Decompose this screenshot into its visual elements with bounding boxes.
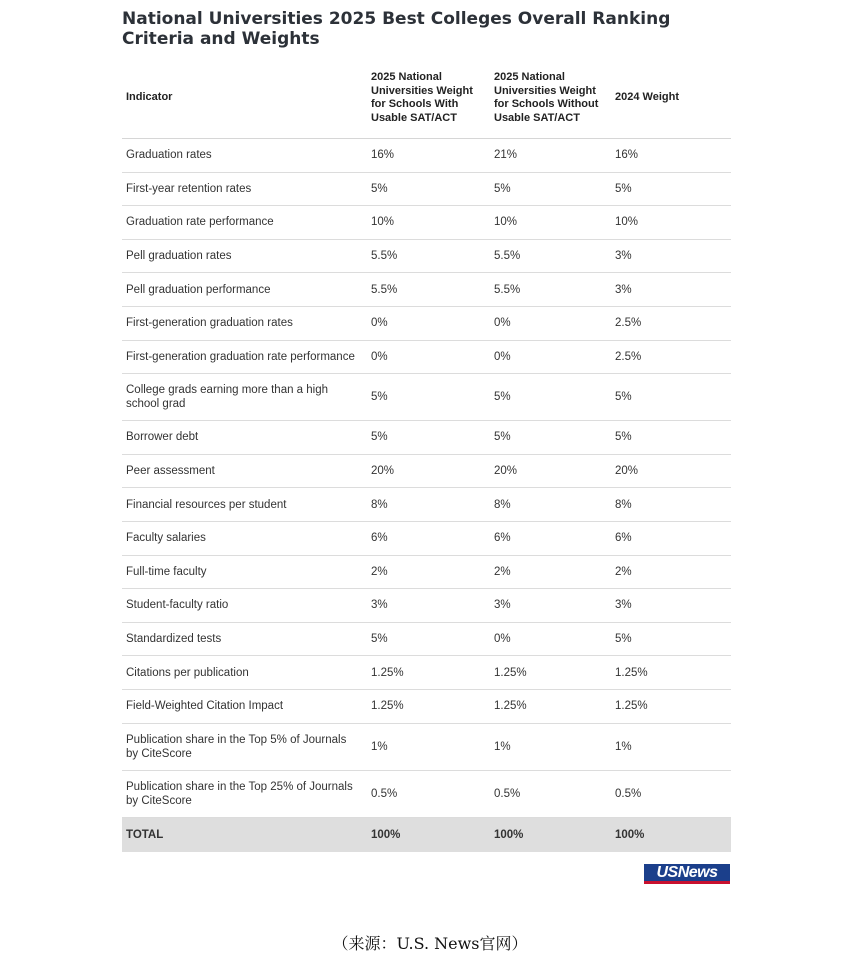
table-row	[122, 172, 731, 206]
cell-2025-with-sat: 5%	[367, 374, 490, 421]
cell-2025-without-sat: 20%	[490, 454, 611, 488]
cell-2025-without-sat: 3%	[490, 589, 611, 623]
cell-indicator: College grads earning more than a high school grad	[122, 374, 367, 421]
cell-2025-without-sat: 6%	[490, 521, 611, 555]
cell-2025-without-sat: 5%	[490, 421, 611, 455]
cell-2025-without-sat: 8%	[490, 488, 611, 522]
table-row	[122, 723, 731, 770]
table-row	[122, 139, 731, 173]
cell-indicator: Standardized tests	[122, 622, 367, 656]
cell-2025-without-sat: 1.25%	[490, 689, 611, 723]
table-row	[122, 689, 731, 723]
table-row	[122, 622, 731, 656]
cell-2024-weight: 3%	[611, 273, 731, 307]
cell-2024-weight: 10%	[611, 206, 731, 240]
cell-indicator: First-generation graduation rate performance	[122, 340, 367, 374]
cell-indicator: Pell graduation rates	[122, 239, 367, 273]
ranking-criteria-table	[122, 58, 731, 852]
cell-2024-weight: 5%	[611, 172, 731, 206]
cell-2025-without-sat: 1%	[490, 723, 611, 770]
cell-2025-with-sat: 6%	[367, 521, 490, 555]
cell-2024-weight: 1%	[611, 723, 731, 770]
cell-2024-weight: 6%	[611, 521, 731, 555]
cell-2025-with-sat: 5%	[367, 421, 490, 455]
cell-2025-without-sat: 0%	[490, 306, 611, 340]
cell-indicator: Graduation rates	[122, 139, 367, 173]
cell-2024-weight: 20%	[611, 454, 731, 488]
cell-indicator: Student-faculty ratio	[122, 589, 367, 623]
table-total-row	[122, 817, 731, 852]
table-row	[122, 421, 731, 455]
cell-2025-with-sat: 2%	[367, 555, 490, 589]
cell-2025-with-sat: 5.5%	[367, 273, 490, 307]
header-indicator: Indicator	[122, 58, 367, 139]
cell-2025-without-sat: 5.5%	[490, 239, 611, 273]
table-row	[122, 273, 731, 307]
cell-indicator: First-year retention rates	[122, 172, 367, 206]
cell-2025-without-sat: 5%	[490, 172, 611, 206]
cell-2025-with-sat: 5.5%	[367, 239, 490, 273]
cell-2025-with-sat: 3%	[367, 589, 490, 623]
total-value: 100%	[611, 817, 731, 852]
cell-2025-without-sat: 5%	[490, 374, 611, 421]
cell-2024-weight: 5%	[611, 421, 731, 455]
cell-2024-weight: 8%	[611, 488, 731, 522]
cell-2025-with-sat: 5%	[367, 172, 490, 206]
header-2025-without-sat: 2025 National Universities Weight for Schools Without Usable SAT/ACT	[490, 58, 611, 139]
total-value: 100%	[490, 817, 611, 852]
cell-2024-weight: 5%	[611, 622, 731, 656]
cell-2025-with-sat: 0%	[367, 340, 490, 374]
cell-indicator: Faculty salaries	[122, 521, 367, 555]
cell-2025-without-sat: 0%	[490, 622, 611, 656]
cell-2024-weight: 2%	[611, 555, 731, 589]
table-row	[122, 589, 731, 623]
cell-2025-with-sat: 1%	[367, 723, 490, 770]
total-label: TOTAL	[122, 817, 367, 852]
cell-indicator: Field-Weighted Citation Impact	[122, 689, 367, 723]
cell-2025-without-sat: 1.25%	[490, 656, 611, 690]
total-value: 100%	[367, 817, 490, 852]
usnews-logo: USNews	[644, 864, 730, 884]
cell-2025-with-sat: 5%	[367, 622, 490, 656]
cell-indicator: Citations per publication	[122, 656, 367, 690]
cell-indicator: Graduation rate performance	[122, 206, 367, 240]
table-header-row	[122, 58, 731, 139]
cell-2024-weight: 16%	[611, 139, 731, 173]
cell-2025-with-sat: 1.25%	[367, 656, 490, 690]
cell-2025-without-sat: 0%	[490, 340, 611, 374]
source-caption: （来源：U.S. News官网）	[332, 934, 528, 953]
table-row	[122, 340, 731, 374]
cell-2025-with-sat: 10%	[367, 206, 490, 240]
table-row	[122, 454, 731, 488]
cell-2024-weight: 1.25%	[611, 656, 731, 690]
cell-2025-with-sat: 8%	[367, 488, 490, 522]
cell-indicator: First-generation graduation rates	[122, 306, 367, 340]
cell-2025-without-sat: 10%	[490, 206, 611, 240]
cell-2024-weight: 3%	[611, 589, 731, 623]
table-body	[122, 139, 731, 852]
cell-2025-without-sat: 21%	[490, 139, 611, 173]
cell-2025-with-sat: 0%	[367, 306, 490, 340]
table-row	[122, 206, 731, 240]
table-row	[122, 239, 731, 273]
header-2025-with-sat: 2025 National Universities Weight for Schools With Usable SAT/ACT	[367, 58, 490, 139]
table-row	[122, 770, 731, 817]
table-row	[122, 555, 731, 589]
cell-indicator: Pell graduation performance	[122, 273, 367, 307]
cell-2025-without-sat: 2%	[490, 555, 611, 589]
cell-indicator: Publication share in the Top 5% of Journals by CiteScore	[122, 723, 367, 770]
cell-indicator: Financial resources per student	[122, 488, 367, 522]
cell-2024-weight: 1.25%	[611, 689, 731, 723]
cell-indicator: Borrower debt	[122, 421, 367, 455]
header-2024-weight: 2024 Weight	[611, 58, 731, 139]
cell-2024-weight: 0.5%	[611, 770, 731, 817]
cell-2025-with-sat: 1.25%	[367, 689, 490, 723]
cell-2025-with-sat: 0.5%	[367, 770, 490, 817]
cell-2024-weight: 2.5%	[611, 340, 731, 374]
cell-2025-without-sat: 5.5%	[490, 273, 611, 307]
cell-2024-weight: 3%	[611, 239, 731, 273]
table-row	[122, 656, 731, 690]
table-row	[122, 521, 731, 555]
table-row	[122, 488, 731, 522]
cell-indicator: Full-time faculty	[122, 555, 367, 589]
page-title: National Universities 2025 Best Colleges Overall Ranking Criteria and Weights	[122, 9, 671, 49]
cell-2024-weight: 5%	[611, 374, 731, 421]
cell-indicator: Publication share in the Top 25% of Journals by CiteScore	[122, 770, 367, 817]
cell-indicator: Peer assessment	[122, 454, 367, 488]
table-row	[122, 306, 731, 340]
cell-2025-with-sat: 20%	[367, 454, 490, 488]
cell-2025-without-sat: 0.5%	[490, 770, 611, 817]
cell-2025-with-sat: 16%	[367, 139, 490, 173]
cell-2024-weight: 2.5%	[611, 306, 731, 340]
table-row	[122, 374, 731, 421]
